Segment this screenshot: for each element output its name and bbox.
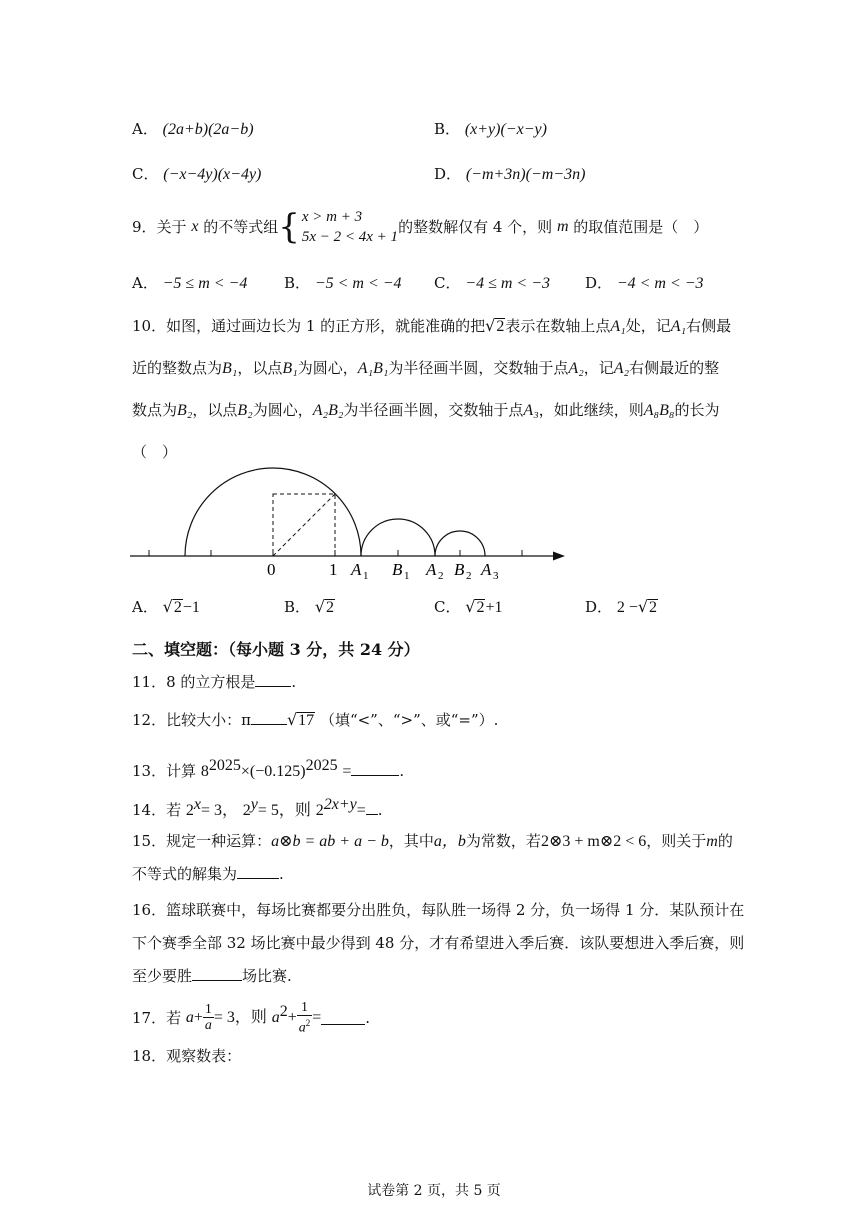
q16-text: 场比赛. <box>242 967 292 985</box>
q17-question <box>132 1000 370 1036</box>
q14-math: 2 <box>242 802 251 819</box>
sqrt-symbol: √ <box>314 597 326 616</box>
q17-math: a <box>271 1008 280 1026</box>
q10-point-b1: B₁ <box>282 360 298 377</box>
q14-math: = <box>356 802 366 819</box>
label-b1-subscript: 1 <box>404 570 410 582</box>
q14-text: . <box>377 801 383 819</box>
q17-math: + <box>287 1008 297 1026</box>
q17-math: a <box>185 1008 194 1026</box>
option-expr: −1 <box>182 599 200 616</box>
q10-option-c <box>434 596 503 617</box>
answer-blank <box>255 672 291 687</box>
label-a1: A <box>351 560 362 579</box>
q14-exponent: 2x+y <box>323 796 357 813</box>
q10-text: 右侧最近的整 <box>629 359 720 377</box>
option-expr: (x+y)(−x−y) <box>464 121 547 138</box>
q10-segment-a8b8: A₈B₈ <box>643 402 675 419</box>
q9-suffix-a: 的整数解仅有 4 个，则 <box>398 218 553 236</box>
q10-line2 <box>132 358 719 379</box>
sqrt-symbol: √ <box>485 316 496 335</box>
option-label: A． <box>132 274 158 292</box>
sqrt-symbol: √ <box>637 597 649 616</box>
q10-point-a2: A₂ <box>613 360 630 377</box>
q14-math: 2 <box>185 802 194 819</box>
q17-math: = 3，则 <box>213 1008 267 1026</box>
sqrt-symbol: √ <box>465 597 476 616</box>
q10-option-d <box>585 596 658 617</box>
q10-answer-bracket: （ ） <box>132 443 178 461</box>
q15-line2 <box>132 864 284 884</box>
sqrt-radicand: 2 <box>649 599 658 616</box>
q15-text: . <box>279 865 284 883</box>
q10-line3 <box>132 400 719 421</box>
brace-symbol: { <box>278 207 300 247</box>
q9-option-d <box>585 272 704 293</box>
q10-option-b <box>284 596 335 617</box>
q17-fraction <box>297 1000 313 1036</box>
q10-option-a <box>132 596 200 617</box>
q17-exponent: 2 <box>305 1018 311 1028</box>
q9-prefix: 9．关于 <box>132 218 187 236</box>
q13-text: . <box>399 762 405 780</box>
q10-text: 为圆心， <box>252 401 313 419</box>
q10-text: ，记 <box>583 359 614 377</box>
label-b2: B <box>454 560 465 579</box>
option-label: D． <box>585 598 613 616</box>
q16-line2: 下个赛季全部 32 场比赛中最少得到 48 分，才有希望进入季后赛．该队要想进入季后赛，则 <box>132 934 745 952</box>
sqrt-radicand: 17 <box>298 712 315 729</box>
sqrt-symbol: √ <box>162 597 173 616</box>
axis-arrow-icon <box>553 552 565 561</box>
q10-text: 表示在数轴上点 <box>505 317 611 335</box>
answer-blank <box>321 1010 365 1025</box>
option-expr: (2a+b)(2a−b) <box>162 121 254 138</box>
q13-math: = <box>342 763 352 780</box>
q10-text: 10．如图，通过画边长为 1 的正方形，就能准确的把 <box>132 317 486 335</box>
option-label: B． <box>434 120 461 138</box>
label-a2: A <box>426 560 437 579</box>
label-one: 1 <box>329 560 338 579</box>
q13-text: 13．计算 <box>132 762 197 780</box>
q13-exponent: 2025 <box>305 757 338 774</box>
q10-segment-a2b2: A₂B₂ <box>312 402 344 419</box>
q15-text: ，其中 <box>388 832 434 850</box>
option-expr: (−m+3n)(−m−3n) <box>465 166 586 183</box>
option-expr: −4 ≤ m < −3 <box>465 275 550 292</box>
q14-math: 2 <box>315 802 324 819</box>
q8-option-c <box>132 163 261 184</box>
q14-exponent: x <box>193 796 201 813</box>
q10-text: 处，记 <box>625 317 671 335</box>
option-expr: −4 < m < −3 <box>616 275 704 292</box>
option-label: A． <box>132 598 158 616</box>
sqrt-symbol: √ <box>286 710 298 729</box>
option-label: A． <box>132 120 158 138</box>
q17-math: + <box>193 1008 203 1026</box>
q10-text: 数点为 <box>132 401 178 419</box>
q14-math: = 3， <box>200 802 239 819</box>
section-title: 二、填空题：（每小题 3 分，共 24 分） <box>132 640 420 659</box>
q10-text: 右侧最 <box>686 317 732 335</box>
option-expr: (−x−4y)(x−4y) <box>163 166 262 183</box>
q9-suffix-b: 的取值范围是（ ） <box>573 218 709 236</box>
q15-line1 <box>132 831 733 852</box>
label-a3-subscript: 3 <box>493 570 499 582</box>
q8-option-a <box>132 118 254 139</box>
option-expr: −5 < m < −4 <box>314 275 402 292</box>
q9-var-m: m <box>556 218 569 235</box>
q15-math: 2⊗3 + m⊗2 < 6 <box>540 833 647 850</box>
q15-text: 的 <box>717 832 733 850</box>
label-b1: B <box>392 560 403 579</box>
answer-blank <box>366 800 378 815</box>
q15-text: 为常数，若 <box>465 832 541 850</box>
option-expr: −5 ≤ m < −4 <box>162 275 248 292</box>
q10-text: 为圆心， <box>297 359 358 377</box>
q9-system <box>302 207 398 247</box>
q10-text: 为半径画半圆，交数轴于点 <box>343 401 524 419</box>
q17-fraction <box>203 1002 214 1033</box>
q9-option-b <box>284 272 402 293</box>
q17-exponent: 2 <box>279 1002 288 1020</box>
fraction-numerator: 1 <box>204 1002 212 1018</box>
q10-sqrt-radicand: 2 <box>496 318 505 335</box>
q10-segment-a1b1: A₁B₁ <box>357 360 389 377</box>
q14-question <box>132 795 383 821</box>
option-expr: +1 <box>485 599 503 616</box>
answer-blank <box>351 761 399 776</box>
q10-text: ，以点 <box>237 359 283 377</box>
q12-text: （填“<”、“>”、或“=”）. <box>319 711 499 729</box>
q15-math: a⊗b = ab + a − b <box>271 833 389 850</box>
q10-text: 的长为 <box>674 401 720 419</box>
q13-math: 8 <box>200 763 209 780</box>
q10-text: 为半径画半圆，交数轴于点 <box>388 359 569 377</box>
q14-text: 14．若 <box>132 801 182 819</box>
q11-question <box>132 672 296 692</box>
q15-text: 15．规定一种运算： <box>132 832 272 850</box>
label-zero: 0 <box>267 560 276 579</box>
q17-text: . <box>365 1008 371 1027</box>
q10-point-a2: A₂ <box>568 360 584 377</box>
q9-mid: 的不等式组 <box>203 218 279 236</box>
answer-blank <box>192 966 242 981</box>
q18-question: 18．观察数表： <box>132 1047 242 1065</box>
sqrt-radicand: 2 <box>476 599 485 616</box>
q14-math: = 5，则 <box>257 802 311 819</box>
option-label: B． <box>284 598 311 616</box>
answer-blank <box>237 864 279 879</box>
q9-system-line2: 5x − 2 < 4x + 1 <box>301 229 399 245</box>
q10-text: ，如此继续，则 <box>538 401 644 419</box>
sqrt-radicand: 2 <box>173 599 182 616</box>
q16-line1: 16．篮球联赛中，每场比赛都要分出胜负，每队胜一场得 2 分，负一场得 1 分．某队预计在 <box>132 901 745 919</box>
q10-point-a1: A₁ <box>670 318 687 335</box>
q12-question <box>132 710 498 730</box>
option-label: C． <box>434 274 461 292</box>
q9-option-a <box>132 272 247 293</box>
q8-option-d <box>434 163 585 184</box>
fraction-numerator: 1 <box>297 1000 313 1016</box>
option-expr: 2 − <box>616 599 638 616</box>
q13-exponent: 2025 <box>208 757 241 774</box>
q10-point-a1: A₁ <box>610 318 626 335</box>
q17-text: 17．若 <box>132 1008 182 1027</box>
number-line-figure <box>125 462 575 582</box>
q10-line1 <box>132 316 731 337</box>
option-label: D． <box>434 165 462 183</box>
q9-option-c <box>434 272 550 293</box>
q10-point-b1: B₁ <box>222 360 238 377</box>
q15-math: m <box>706 833 718 850</box>
q15-text: ，则关于 <box>646 832 707 850</box>
option-label: B． <box>284 274 311 292</box>
fraction-denominator: a <box>298 1020 306 1036</box>
q9-system-line1: x > m + 3 <box>301 209 363 225</box>
q14-exponent: y <box>250 796 258 813</box>
q9-question <box>132 207 708 247</box>
q16-line3 <box>132 966 292 986</box>
q10-text: 近的整数点为 <box>132 359 223 377</box>
q17-math: = <box>312 1008 322 1026</box>
q11-text: . <box>291 673 297 691</box>
q9-var-x: x <box>191 218 199 235</box>
q10-point-b2: B₂ <box>237 402 253 419</box>
label-a2-subscript: 2 <box>438 570 444 582</box>
label-b2-subscript: 2 <box>466 570 472 582</box>
q15-text: 不等式的解集为 <box>132 865 238 883</box>
option-label: C． <box>132 165 159 183</box>
fraction-denominator: a <box>204 1018 212 1034</box>
q8-option-b <box>434 118 547 139</box>
option-label: D． <box>585 274 613 292</box>
page-footer: 试卷第 2 页，共 5 页 <box>367 1183 501 1199</box>
answer-blank <box>251 710 287 725</box>
q13-question <box>132 756 404 782</box>
label-a3: A <box>481 560 492 579</box>
q10-point-a3: A₃ <box>523 402 539 419</box>
sqrt-radicand: 2 <box>326 599 335 616</box>
q15-math: a，b <box>433 833 466 850</box>
q10-text: ，以点 <box>192 401 238 419</box>
q12-text: 12．比较大小：π <box>132 711 251 729</box>
q16-text: 至少要胜 <box>132 967 193 985</box>
option-label: C． <box>434 598 461 616</box>
label-a1-subscript: 1 <box>363 570 369 582</box>
q11-text: 11．8 的立方根是 <box>132 673 256 691</box>
square-diagonal <box>273 494 335 556</box>
q10-point-b2: B₂ <box>177 402 193 419</box>
q13-math: ×(−0.125) <box>240 763 306 780</box>
